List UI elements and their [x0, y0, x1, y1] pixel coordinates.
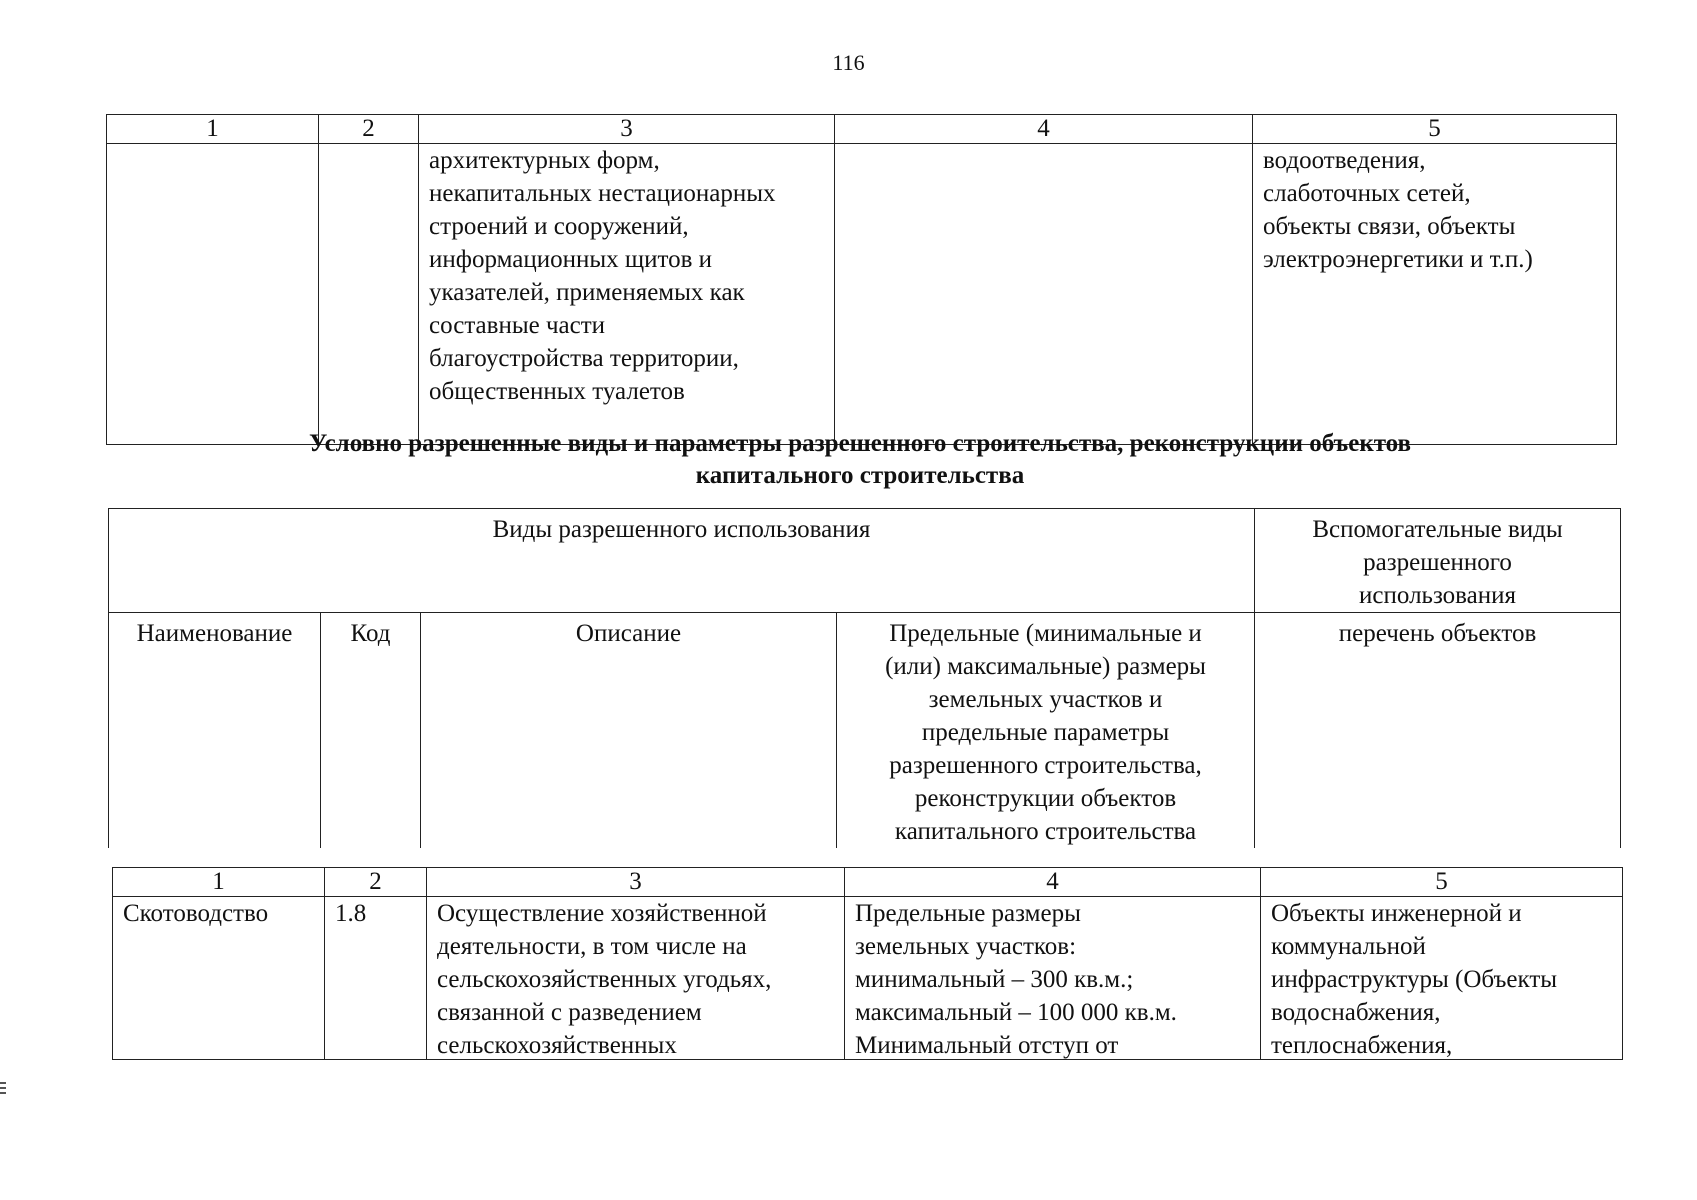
column-number: 5	[1253, 115, 1617, 144]
text-line: разрешенного строительства,	[889, 752, 1202, 779]
column-number: 4	[845, 868, 1261, 897]
data-table	[112, 867, 1623, 1060]
text-line: Объекты инженерной и	[1271, 900, 1522, 927]
header-objects: перечень объектов	[1255, 613, 1621, 849]
cell-description	[427, 897, 845, 1060]
text-line: общественных туалетов	[429, 378, 685, 405]
header-group-row	[109, 509, 1621, 613]
text-line: связанной с разведением	[437, 999, 702, 1026]
text-line: Вспомогательные виды	[1312, 516, 1563, 543]
text-line: архитектурных форм,	[429, 147, 660, 174]
column-number: 2	[319, 115, 419, 144]
text-line: сельскохозяйственных	[437, 1032, 677, 1059]
header-code: Код	[321, 613, 421, 849]
text-line: Предельные размеры	[855, 900, 1081, 927]
text-line: Осуществление хозяйственной	[437, 900, 767, 927]
text-line: электроэнергетики и т.п.)	[1263, 246, 1533, 273]
section-title-line: Условно разрешенные виды и параметры разрешенного строительства, реконструкции объектов	[308, 430, 1412, 457]
text-line: максимальный – 100 000 кв.м.	[855, 999, 1177, 1026]
text-line: строений и сооружений,	[429, 213, 689, 240]
table-row	[113, 897, 1623, 1060]
section-title-line: капитального строительства	[695, 462, 1025, 489]
text-line: слаботочных сетей,	[1263, 180, 1471, 207]
text-line: Предельные (минимальные и	[889, 620, 1202, 647]
text-line: земельных участков:	[855, 933, 1077, 960]
cell-name	[113, 897, 325, 1060]
column-number-row	[113, 868, 1623, 897]
column-number: 5	[1261, 868, 1623, 897]
text-line: деятельности, в том числе на	[437, 933, 747, 960]
cell-code	[325, 897, 427, 1060]
text-line: инфраструктуры (Объекты	[1271, 966, 1558, 993]
text-line: некапитальных нестационарных	[429, 180, 776, 207]
header-description: Описание	[421, 613, 837, 849]
header-group-aux	[1255, 509, 1621, 613]
column-number: 1	[107, 115, 319, 144]
page-number: 116	[832, 50, 865, 75]
text-line: реконструкции объектов	[914, 785, 1177, 812]
text-line: минимальный – 300 кв.м.;	[855, 966, 1134, 993]
text-line: информационных щитов и	[429, 246, 713, 273]
cell-code	[319, 144, 419, 445]
text-line: водоснабжения,	[1271, 999, 1441, 1026]
text-line: составные части	[429, 312, 606, 339]
text-line: разрешенного	[1363, 549, 1512, 576]
header-group-main: Виды разрешенного использования	[109, 509, 1255, 613]
text-line: предельные параметры	[921, 719, 1170, 746]
section-title	[100, 428, 1620, 492]
cell-limits	[835, 144, 1253, 445]
header-limits	[837, 613, 1255, 849]
column-number: 3	[427, 868, 845, 897]
column-number: 1	[113, 868, 325, 897]
text-line: капитального строительства	[894, 818, 1197, 845]
cell-objects	[1261, 897, 1623, 1060]
text-line: теплоснабжения,	[1271, 1032, 1453, 1059]
text-line: сельскохозяйственных угодьях,	[437, 966, 772, 993]
text-line: водоотведения,	[1263, 147, 1426, 174]
column-number: 4	[835, 115, 1253, 144]
table-row	[107, 144, 1617, 445]
continuation-table	[106, 114, 1617, 445]
text-line: указателей, применяемых как	[429, 279, 745, 306]
text-line: благоустройства территории,	[429, 345, 739, 372]
text-line: Скотоводство	[123, 900, 269, 927]
column-number-row	[107, 115, 1617, 144]
text-line: 1.8	[335, 900, 367, 927]
header-name: Наименование	[109, 613, 321, 849]
cell-description	[419, 144, 835, 445]
text-line: (или) максимальные) размеры	[885, 653, 1206, 680]
cell-name	[107, 144, 319, 445]
header-columns-row	[109, 613, 1621, 849]
text-line: коммунальной	[1271, 933, 1426, 960]
text-line: использования	[1359, 582, 1517, 609]
margin-mark	[0, 1082, 6, 1096]
cell-limits	[845, 897, 1261, 1060]
text-line: Минимальный отступ от	[855, 1032, 1119, 1059]
column-number: 2	[325, 868, 427, 897]
text-line: объекты связи, объекты	[1263, 213, 1516, 240]
header-table	[108, 508, 1621, 848]
text-line: земельных участков и	[928, 686, 1163, 713]
column-number: 3	[419, 115, 835, 144]
cell-objects	[1253, 144, 1617, 445]
